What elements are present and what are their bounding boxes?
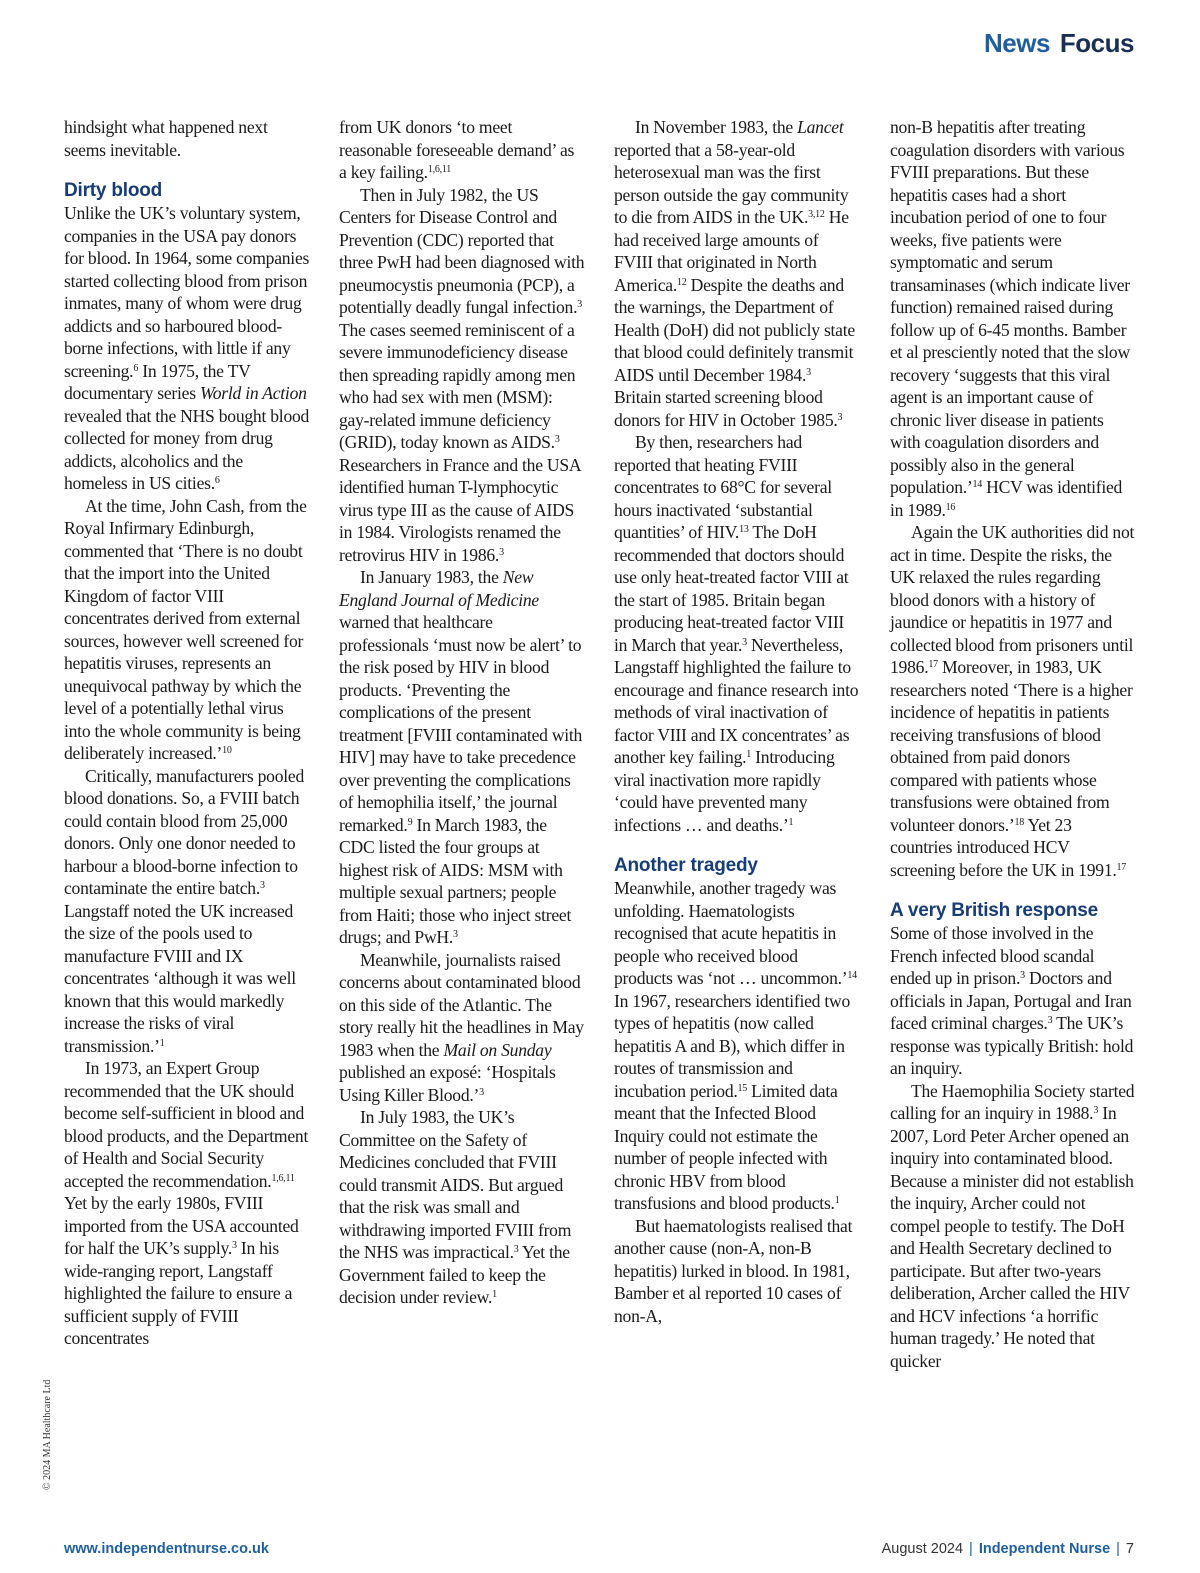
paragraph: Meanwhile, journalists raised concerns about contaminated blood on this side of the Atlantic. The story really hit the headlines in May 1983 when the Mail on Sunday published an exposé: ‘Hospitals Using Killer Blood.’$^3$ <box>339 949 584 1105</box>
section-heading: Dirty blood <box>64 180 163 201</box>
article-column-1 <box>64 116 310 1350</box>
paragraph: Unlike the UK’s voluntary system, companies in the USA pay donors for blood. In 1964, some companies started collecting blood from prison inmates, many of whom were drug addicts and so harboured blood-borne infections, with little if any screening.$^6$ In 1975, the TV documentary series World in Action revealed that the NHS bought blood collected for money from drug addicts, alcoholics and the homeless in US cities.$^6$ <box>64 203 310 493</box>
paragraph: At the time, John Cash, from the Royal Infirmary Edinburgh, commented that ‘There is no doubt that the import into the United Kingdom of factor VIII concentrates derived from external sources, however well screened for hepatitis viruses, represents an unequivocal pathway by which the level of a potentially lethal virus into the whole community is being deliberately increased.’$^{10}$ <box>64 495 307 763</box>
article-body <box>64 116 1136 1500</box>
footer-info <box>882 1541 1134 1557</box>
paragraph: In January 1983, the New England Journal of Medicine warned that healthcare professionals ‘must now be alert’ to the risk posed by HIV in blood products. ‘Preventing the complications of the present treatment [FVIII contaminated with HIV] may have to take precedence over preventing the complications of hemophilia itself,’ the journal remarked.$^9$ In March 1983, the CDC listed the four groups at highest risk of AIDS: MSM with multiple sexual partners; people from Haiti; those who inject street drugs; and PwH.$^3$ <box>339 567 583 947</box>
article-column-3 <box>614 116 860 1327</box>
paragraph: Then in July 1982, the US Centers for Disease Control and Prevention (CDC) reported that three PwH had been diagnosed with pneumocystis pneumonia (PCP), a potentially deadly fungal infection.$^3$ The cases seemed reminiscent of a severe immunodeficiency disease then spreading rapidly among men who had sex with men (MSM): gay-related immune deficiency (GRID), today known as AIDS.$^3$ Researchers in France and the USA identified human T-lymphocytic virus type III as the cause of AIDS in 1984. Virologists renamed the retrovirus HIV in 1986.$^3$ <box>339 184 585 565</box>
paragraph: In November 1983, the Lancet reported that a 58-year-old heterosexual man was the first person outside the gay community to die from AIDS in the UK.$^{3,12}$ He had received large amounts of FVIII that originated in North America.$^{12}$ Despite the deaths and the warnings, the Department of Health (DoH) did not publicly state that blood could definitely transmit AIDS until December 1984.$^3$ Britain started screening blood donors for HIV in October 1985.$^3$ <box>614 117 855 430</box>
section-heading: Another tragedy <box>614 855 758 876</box>
publication-name: Independent Nurse <box>978 1541 1111 1557</box>
paragraph: In July 1983, the UK’s Committee on the Safety of Medicines concluded that FVIII could transmit AIDS. But argued that the risk was small and withdrawing imported FVIII from the NHS was impractical.$^3$ Yet the Government failed to keep the decision under review.$^1$ <box>339 1107 572 1307</box>
paragraph: Some of those involved in the French infected blood scandal ended up in prison.$^3$ Doctors and officials in Japan, Portugal and Iran faced criminal charges.$^3$ The UK’s response was typically British: hold an inquiry. <box>890 923 1134 1078</box>
section-header <box>984 28 1134 59</box>
article-column-2 <box>339 116 585 1309</box>
paragraph: Critically, manufacturers pooled blood donations. So, a FVIII batch could contain blood from 25,000 donors. Only one donor needed to harbour a blood-borne infection to contaminate the entire batch.$^3$ Langstaff noted the UK increased the size of the pools used to manufacture FVIII and IX concentrates ‘although it was well known that this would markedly increase the risks of viral transmission.’$^1$ <box>64 765 305 1056</box>
paragraph: hindsight what happened next seems inevitable. <box>64 117 268 160</box>
paragraph: from UK donors ‘to meet reasonable foreseeable demand’ as a key failing.$^{1,6,11}$ <box>339 117 575 182</box>
article-column-4 <box>890 116 1136 1372</box>
website-link[interactable]: www.independentnurse.co.uk <box>64 1541 269 1557</box>
page-footer <box>64 1541 1134 1563</box>
paragraph: In 1973, an Expert Group recommended that the UK should become self-sufficient in blood and blood products, and the Department of Health and Social Security accepted the recommendation.$^{1,6,11}$ Yet by the early 1980s, FVIII imported from the USA accounted for half the UK’s supply.$^3$ In his wide-ranging report, Langstaff highlighted the failure to ensure a sufficient supply of FVIII concentrates <box>64 1058 309 1348</box>
page-number: 7 <box>1125 1541 1134 1557</box>
paragraph: By then, researchers had reported that heating FVIII concentrates to 68°C for several hours inactivated ‘substantial quantities’ of HIV.$^{13}$ The DoH recommended that doctors should use only heat-treated factor VIII at the start of 1985. Britain began producing heat-treated factor VIII in March that year.$^3$ Nevertheless, Langstaff highlighted the failure to encourage and finance research into methods of viral inactivation of factor VIII and IX concentrates’ as another key failing.$^1$ Introducing viral inactivation more rapidly ‘could have prevented many infections … and deaths.’$^1$ <box>614 432 859 835</box>
footer-divider: | <box>1116 1541 1120 1557</box>
section-label: News <box>984 28 1050 58</box>
paragraph: Meanwhile, another tragedy was unfolding. Haematologists recognised that acute hepatitis in people who received blood products was ‘not … uncommon.’$^{14}$ In 1967, researchers identified two types of hepatitis (now called hepatitis A and B), which differ in routes of transmission and incubation period.$^{15}$ Limited data meant that the Infected Blood Inquiry could not estimate the number of people infected with chronic HBV from blood transfusions and blood products.$^1$ <box>614 878 857 1213</box>
paragraph: The Haemophilia Society started calling for an inquiry in 1988.$^3$ In 2007, Lord Peter Archer opened an inquiry into contaminated blood. Because a minister did not establish the inquiry, Archer could not compel people to testify. The DoH and Health Secretary declined to participate. But after two-years deliberation, Archer called the HIV and HCV infections ‘a horrific human tragedy.’ He noted that quicker <box>890 1080 1135 1371</box>
paragraph: Again the UK authorities did not act in time. Despite the risks, the UK relaxed the rules regarding blood donors with a history of jaundice or hepatitis in 1977 and collected blood from prisoners until 1986.17 Moreover, in 1983, UK researchers noted ‘There is a higher incidence of hepatitis in patients receiving transfusions of blood obtained from paid donors compared with patients whose transfusions were obtained from volunteer donors.’$^{18}$ Yet 23 countries introduced HCV screening before the UK in 1991.17 <box>890 522 1135 880</box>
footer-divider: | <box>969 1541 973 1557</box>
subsection-label: Focus <box>1059 28 1134 58</box>
paragraph: But haematologists realised that another cause (non-A, non-B hepatitis) lurked in blood. In 1981, Bamber et al reported 10 cases of non-A, <box>614 1215 853 1326</box>
copyright-notice: © 2024 MA Healthcare Ltd <box>42 1379 53 1490</box>
paragraph: non-B hepatitis after treating coagulation disorders with various FVIII preparations. But these hepatitis cases had a short incubation period of one to four weeks, five patients were symptomatic and serum transaminases (which indicate liver function) remained raised during follow up of 6-45 months. Bamber et al presciently noted that the slow recovery ‘suggests that this viral agent is an important cause of chronic liver disease in patients with coagulation disorders and possibly also in the general population.’$^{14}$ HCV was identified in 1989.16 <box>890 117 1130 520</box>
issue-date: August 2024 <box>881 1541 964 1557</box>
section-heading: A very British response <box>890 900 1098 921</box>
